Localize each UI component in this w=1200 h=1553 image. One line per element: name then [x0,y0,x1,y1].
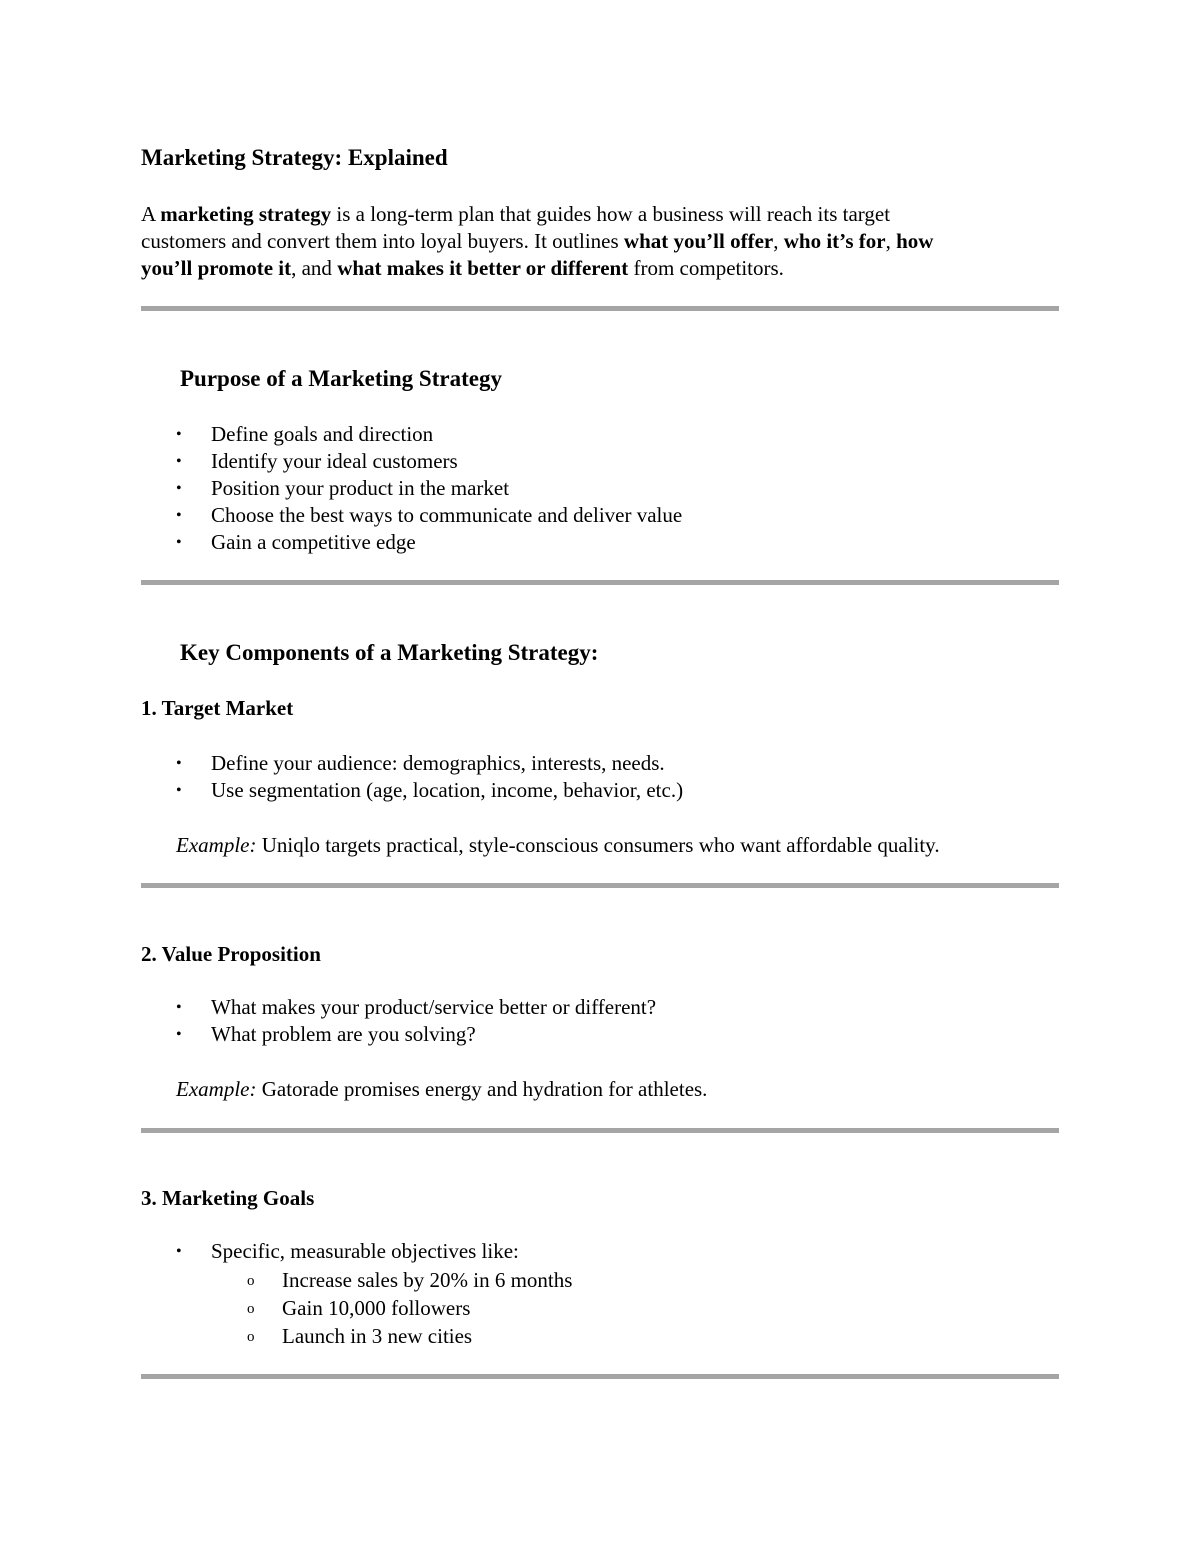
section-divider [141,580,1059,585]
section-divider [141,883,1059,888]
target-market-heading: 1. Target Market [141,696,294,720]
example-label: Example: [176,833,257,857]
text-run: A [141,202,161,226]
list-item: o Increase sales by 20% in 6 months [247,1266,572,1294]
value-proposition-heading: 2. Value Proposition [141,942,321,966]
list-item: • Position your product in the market [176,476,510,500]
example-text: Gatorade promises energy and hydration for athletes. [256,1077,708,1101]
purpose-list [176,421,682,556]
marketing-goals-sublist [247,1266,572,1350]
bullet-icon: • [176,1026,182,1043]
circle-bullet-icon: o [247,1329,255,1345]
bullet-icon: • [176,999,182,1016]
list-item: • Choose the best ways to communicate and deliver value [176,503,683,527]
emphasis-text: marketing strategy [160,202,332,226]
purpose-heading: Purpose of a Marketing Strategy [180,366,502,391]
value-proposition-example [176,1077,707,1102]
components-heading: Key Components of a Marketing Strategy: [180,640,599,665]
bullet-icon: • [176,755,182,772]
text-run: is a long-term plan that guides how a business will reach its target [331,202,891,226]
emphasis-text: what you’ll offer [623,229,774,253]
list-item: • Define your audience: demographics, interests, needs. [176,751,665,775]
target-market-list [176,750,683,804]
section-divider [141,1374,1059,1379]
list-item: o Gain 10,000 followers [247,1294,572,1322]
bullet-icon: • [176,453,182,470]
bullet-icon: • [176,426,182,443]
bullet-icon: • [176,534,182,551]
marketing-goals-list [176,1238,519,1265]
intro-paragraph [141,201,933,282]
text-run: , and [291,256,338,280]
text-run: , [773,229,784,253]
list-item: • Specific, measurable objectives like: [176,1239,519,1263]
emphasis-text: how [896,229,934,253]
example-label: Example: [176,1077,257,1101]
emphasis-text: you’ll promote it [141,256,292,280]
text-run: customers and convert them into loyal buyers. It outlines [141,229,624,253]
text-run: from competitors. [628,256,784,280]
bullet-icon: • [176,1243,182,1260]
circle-bullet-icon: o [247,1301,255,1317]
list-item: • What makes your product/service better or different? [176,995,657,1019]
emphasis-text: what makes it better or different [337,256,629,280]
list-item: • Identify your ideal customers [176,449,458,473]
bullet-icon: • [176,480,182,497]
bullet-icon: • [176,507,182,524]
example-text: Uniqlo targets practical, style-conscious consumers who want affordable quality. [256,833,940,857]
page-title: Marketing Strategy: Explained [141,145,448,170]
text-run: , [885,229,897,253]
list-item: • Define goals and direction [176,422,434,446]
intro-line [141,228,933,255]
section-divider [141,306,1059,311]
intro-line [141,201,933,228]
bullet-icon: • [176,782,182,799]
list-item: • Gain a competitive edge [176,530,416,554]
value-proposition-list [176,994,656,1048]
circle-bullet-icon: o [247,1273,255,1289]
emphasis-text: who it’s for [783,229,886,253]
list-item: o Launch in 3 new cities [247,1322,572,1350]
list-item: • What problem are you solving? [176,1022,476,1046]
marketing-goals-heading: 3. Marketing Goals [141,1186,315,1210]
target-market-example [176,833,940,858]
section-divider [141,1128,1059,1133]
list-item: • Use segmentation (age, location, income, behavior, etc.) [176,778,684,802]
intro-line [141,255,933,282]
